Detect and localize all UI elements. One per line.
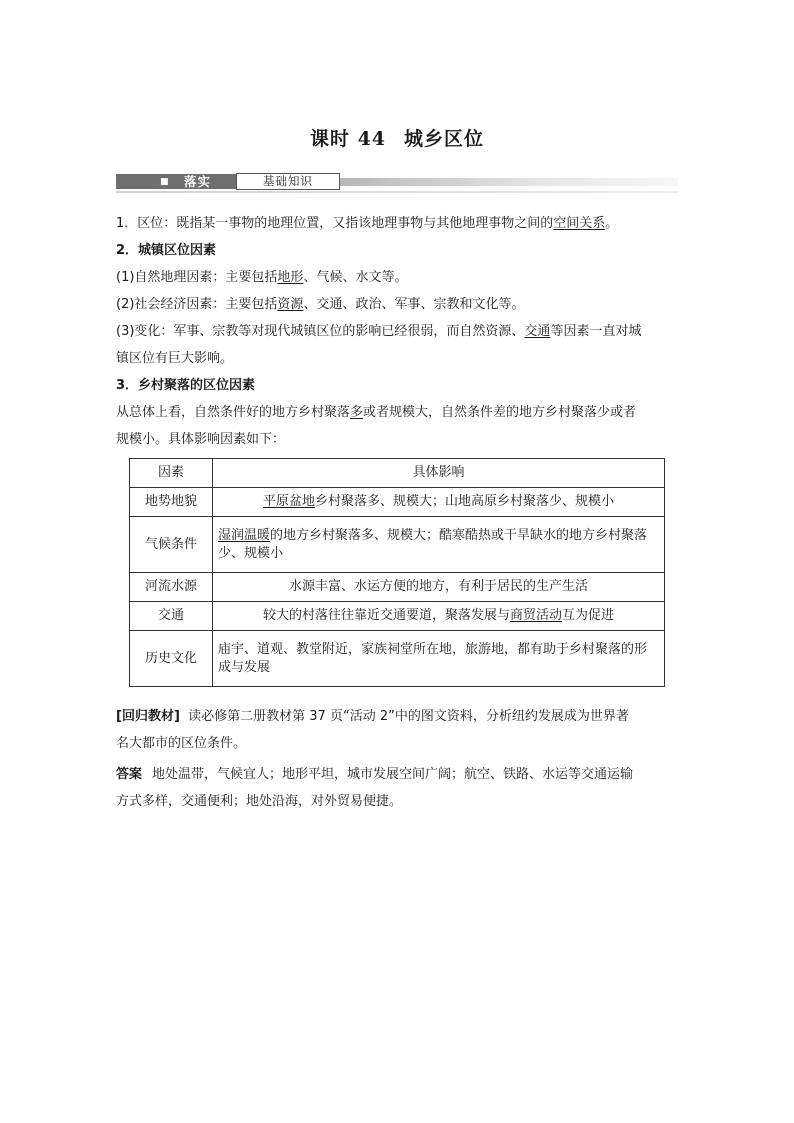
item1-definition: 1．区位：既指某一事物的地理位置，又指该地理事物与其他地理事物之间的空间关系。 bbox=[116, 216, 619, 231]
section-name: 基础知识 bbox=[236, 173, 340, 190]
item3-intro-line2: 规模小。具体影响因素如下： bbox=[116, 432, 286, 447]
answer-tag: 答案 bbox=[116, 767, 143, 782]
table-impact-cell: 湿润温暖的地方乡村聚落多、规模大；酷寒酷热或干旱缺水的地方乡村聚落少、规模小 bbox=[213, 517, 665, 573]
table-header-row bbox=[130, 459, 665, 488]
table-row bbox=[130, 602, 665, 631]
item3-heading: 3．乡村聚落的区位因素 bbox=[116, 378, 256, 393]
table-header-cell: 具体影响 bbox=[213, 459, 665, 488]
item2-change-line1: (3)变化：军事、宗教等对现代城镇区位的影响已经很弱，而自然资源、交通等因素一直对城 bbox=[116, 324, 642, 339]
table-factor-cell: 交通 bbox=[130, 602, 213, 631]
table-row bbox=[130, 517, 665, 573]
review-line1: [回归教材] 读必修第二册教材第 37 页“活动 2”中的图文资料，分析纽约发展成为世界著 bbox=[116, 709, 629, 724]
table-impact-cell: 庙宇、道观、教堂附近，家族祠堂所在地，旅游地，都有助于乡村聚落的形成与发展 bbox=[213, 631, 665, 687]
table-impact-cell: 水源丰富、水运方便的地方，有利于居民的生产生活 bbox=[213, 573, 665, 602]
item3-intro-line1: 从总体上看，自然条件好的地方乡村聚落多或者规模大，自然条件差的地方乡村聚落少或者 bbox=[116, 405, 637, 420]
page-title bbox=[0, 124, 794, 151]
table-factor-cell: 气候条件 bbox=[130, 517, 213, 573]
table-impact-cell: 较大的村落往往靠近交通要道，聚落发展与商贸活动互为促进 bbox=[213, 602, 665, 631]
table-factor-cell: 地势地貌 bbox=[130, 488, 213, 517]
answer-line1: 答案 地处温带，气候宜人；地形平坦，城市发展空间广阔；航空、铁路、水运等交通运输 bbox=[116, 767, 634, 782]
answer-line2: 方式多样，交通便利；地处沿海，对外贸易便捷。 bbox=[116, 794, 403, 809]
lesson-topic: 城乡区位 bbox=[404, 128, 485, 150]
item2-natural: (1)自然地理因素：主要包括地形、气候、水文等。 bbox=[116, 270, 408, 285]
review-line2: 名大都市的区位条件。 bbox=[116, 736, 247, 751]
table-factor-cell: 历史文化 bbox=[130, 631, 213, 687]
rural-factors-table bbox=[129, 458, 665, 687]
table-row bbox=[130, 488, 665, 517]
lesson-number: 课时 44 bbox=[309, 128, 387, 150]
table-row bbox=[130, 631, 665, 687]
section-bar-rule bbox=[116, 191, 678, 193]
table-header-cell: 因素 bbox=[130, 459, 213, 488]
section-header-bar bbox=[116, 172, 678, 193]
section-tag bbox=[116, 174, 236, 189]
item2-heading: 2．城镇区位因素 bbox=[116, 243, 217, 258]
table-row bbox=[130, 573, 665, 602]
item2-change-line2: 镇区位有巨大影响。 bbox=[116, 351, 234, 366]
table-impact-cell: 平原盆地乡村聚落多、规模大；山地高原乡村聚落少、规模小 bbox=[213, 488, 665, 517]
square-bullet-icon: ■ bbox=[160, 177, 169, 187]
section-tag-label: 落实 bbox=[184, 174, 212, 189]
item2-social: (2)社会经济因素：主要包括资源、交通、政治、军事、宗教和文化等。 bbox=[116, 297, 525, 312]
review-tag: [回归教材] bbox=[116, 709, 180, 724]
table-factor-cell: 河流水源 bbox=[130, 573, 213, 602]
section-bar-fade bbox=[340, 178, 678, 186]
